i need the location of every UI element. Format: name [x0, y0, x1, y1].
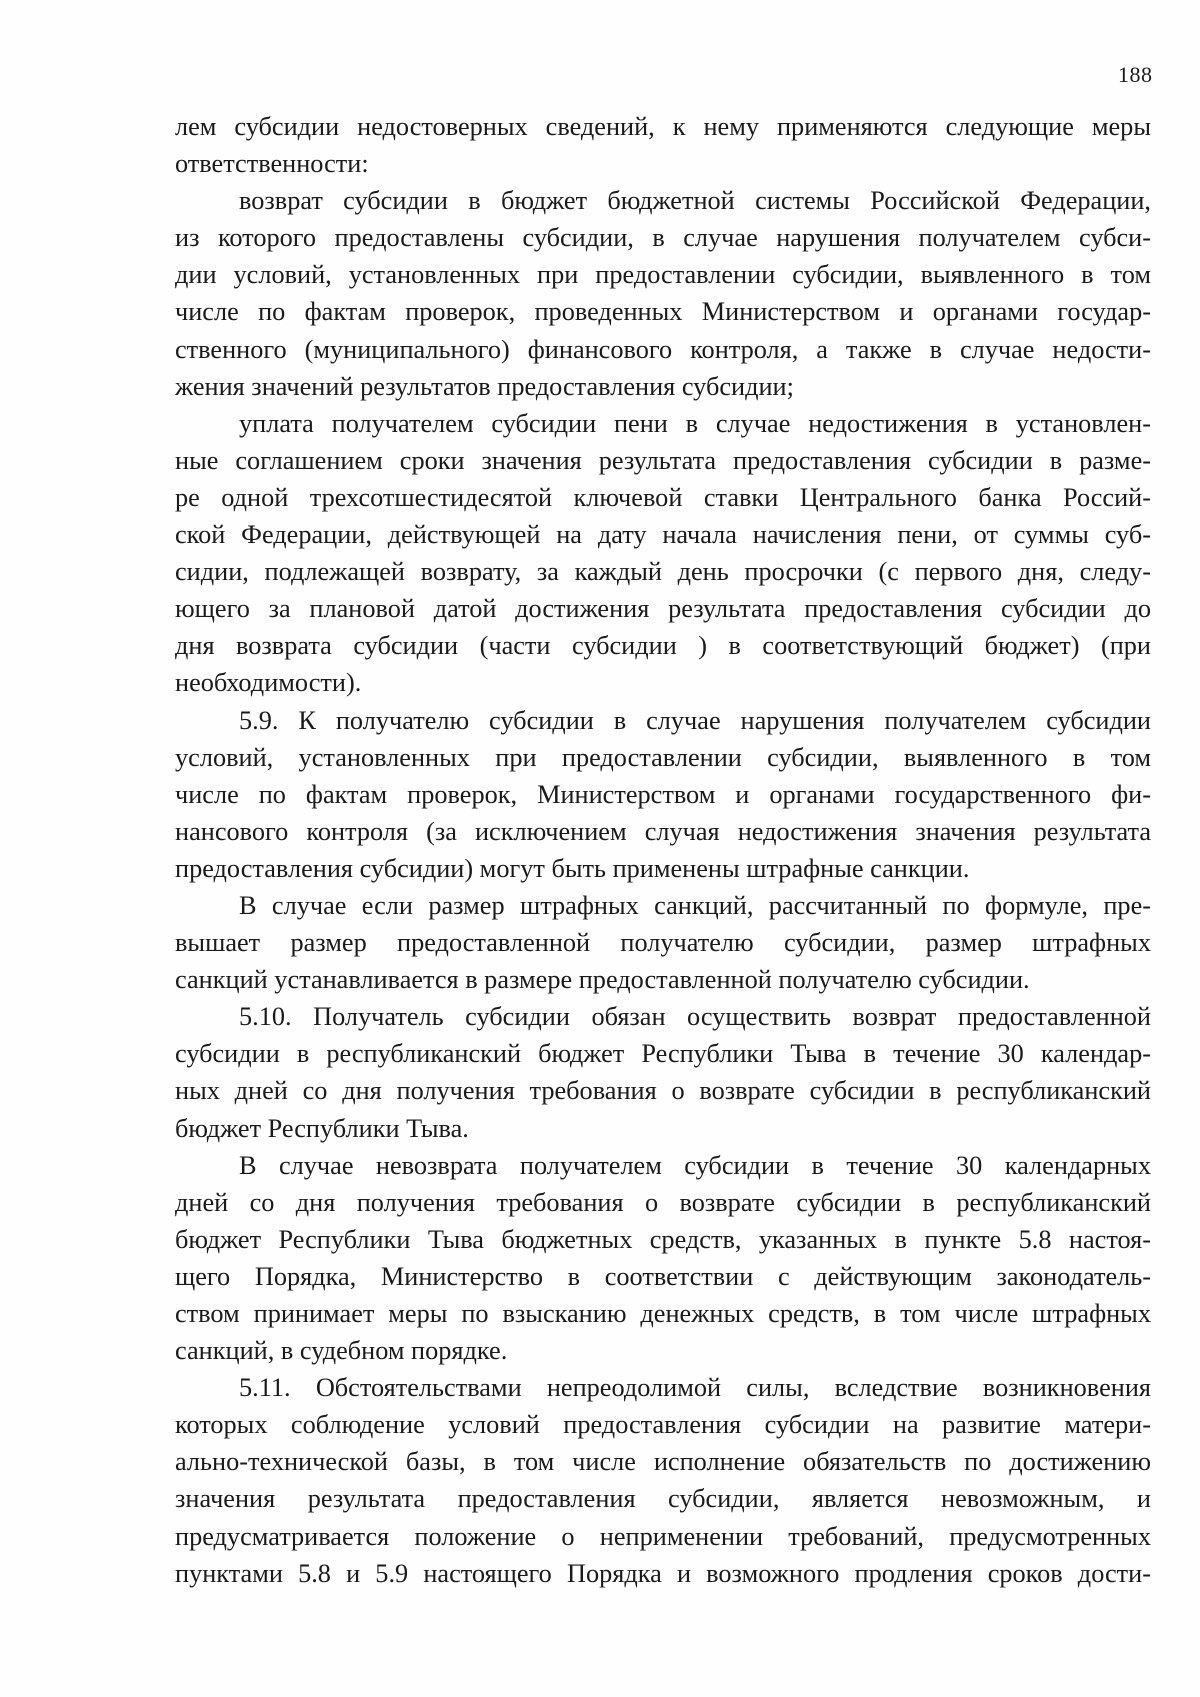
text-line: ре одной трехсотшестидесятой ключевой ставки Центрального банка Россий- — [175, 482, 1151, 512]
text-line: возврат субсидии в бюджет бюджетной системы Российской Федерации, — [239, 186, 1151, 216]
text-line: ответственности: — [175, 149, 369, 179]
text-line: из которого предоставлены субсидии, в случае нарушения получателем субси- — [175, 223, 1151, 253]
text-line: лем субсидии недостоверных сведений, к нему применяются следующие меры — [175, 112, 1151, 141]
text-line: ющего за плановой датой достижения результата предоставления субсидии до — [175, 594, 1151, 624]
text-line: ством принимает меры по взысканию денежных средств, в том числе штрафных — [175, 1299, 1151, 1328]
text-line: В случае невозврата получателем субсидии в течение 30 календарных — [239, 1150, 1151, 1180]
text-line: дии условий, установленных при предоставлении субсидии, выявленного в том — [175, 260, 1151, 290]
page-number: 188 — [1118, 62, 1153, 87]
text-line: ально-технической базы, в том числе исполнение обязательств по достижению — [175, 1447, 1151, 1477]
text-line: вышает размер предоставленной получателю субсидии, размер штрафных — [175, 928, 1151, 958]
text-line: В случае если размер штрафных санкций, рассчитанный по формуле, пре- — [239, 890, 1151, 920]
text-line: 5.11. Обстоятельствами непреодолимой силы, вследствие возникновения — [239, 1373, 1151, 1403]
text-line: условий, установленных при предоставлении субсидии, выявленного в том — [175, 742, 1151, 772]
text-line: 5.10. Получатель субсидии обязан осуществить возврат предоставленной — [239, 1002, 1151, 1032]
text-line: которых соблюдение условий предоставления субсидии на развитие матери- — [175, 1410, 1151, 1440]
text-line: дня возврата субсидии (части субсидии ) в соответствующий бюджет) (при — [175, 631, 1151, 661]
text-line: уплата получателем субсидии пени в случае недостижения в установлен- — [239, 408, 1151, 438]
text-line: числе по фактам проверок, проведенных Министерством и органами государ- — [175, 297, 1151, 327]
text-line: дней со дня получения требования о возврате субсидии в республиканский — [175, 1187, 1151, 1217]
text-line: бюджет Республики Тыва бюджетных средств, указанных в пункте 5.8 настоя- — [175, 1224, 1151, 1254]
text-line: пунктами 5.8 и 5.9 настоящего Порядка и возможного продления сроков дости- — [175, 1558, 1151, 1588]
text-line: числе по фактам проверок, Министерством и органами государственного фи- — [175, 779, 1151, 809]
text-line: ской Федерации, действующей на дату начала начисления пени, от суммы суб- — [175, 520, 1151, 550]
text-line: санкций устанавливается в размере предоставленной получателю субсидии. — [175, 965, 1030, 995]
document-body — [175, 108, 1151, 1592]
text-line: предусматривается положение о неприменении требований, предусмотренных — [175, 1521, 1151, 1551]
text-line: 5.9. К получателю субсидии в случае нарушения получателем субсидии — [239, 705, 1151, 735]
text-line: значения результата предоставления субсидии, является невозможным, и — [175, 1484, 1151, 1514]
text-line: сидии, подлежащей возврату, за каждый день просрочки (с первого дня, следу- — [175, 557, 1151, 587]
text-line: ных дней со дня получения требования о возврате субсидии в республиканский — [175, 1076, 1151, 1106]
text-line: нансового контроля (за исключением случая недостижения значения результата — [175, 816, 1151, 846]
text-line: бюджет Республики Тыва. — [175, 1113, 469, 1143]
text-line: ные соглашением сроки значения результата предоставления субсидии в разме- — [175, 445, 1151, 475]
text-line: предоставления субсидии) могут быть применены штрафные санкции. — [175, 853, 970, 883]
text-line: необходимости). — [175, 668, 362, 698]
text-line: санкций, в судебном порядке. — [175, 1336, 508, 1366]
text-line: щего Порядка, Министерство в соответствии с действующим законодатель- — [175, 1261, 1151, 1291]
text-line: ственного (муниципального) финансового контроля, а также в случае недости- — [175, 334, 1151, 364]
text-line: субсидии в республиканский бюджет Республики Тыва в течение 30 календар- — [175, 1039, 1151, 1069]
text-line: жения значений результатов предоставления субсидии; — [175, 371, 794, 401]
